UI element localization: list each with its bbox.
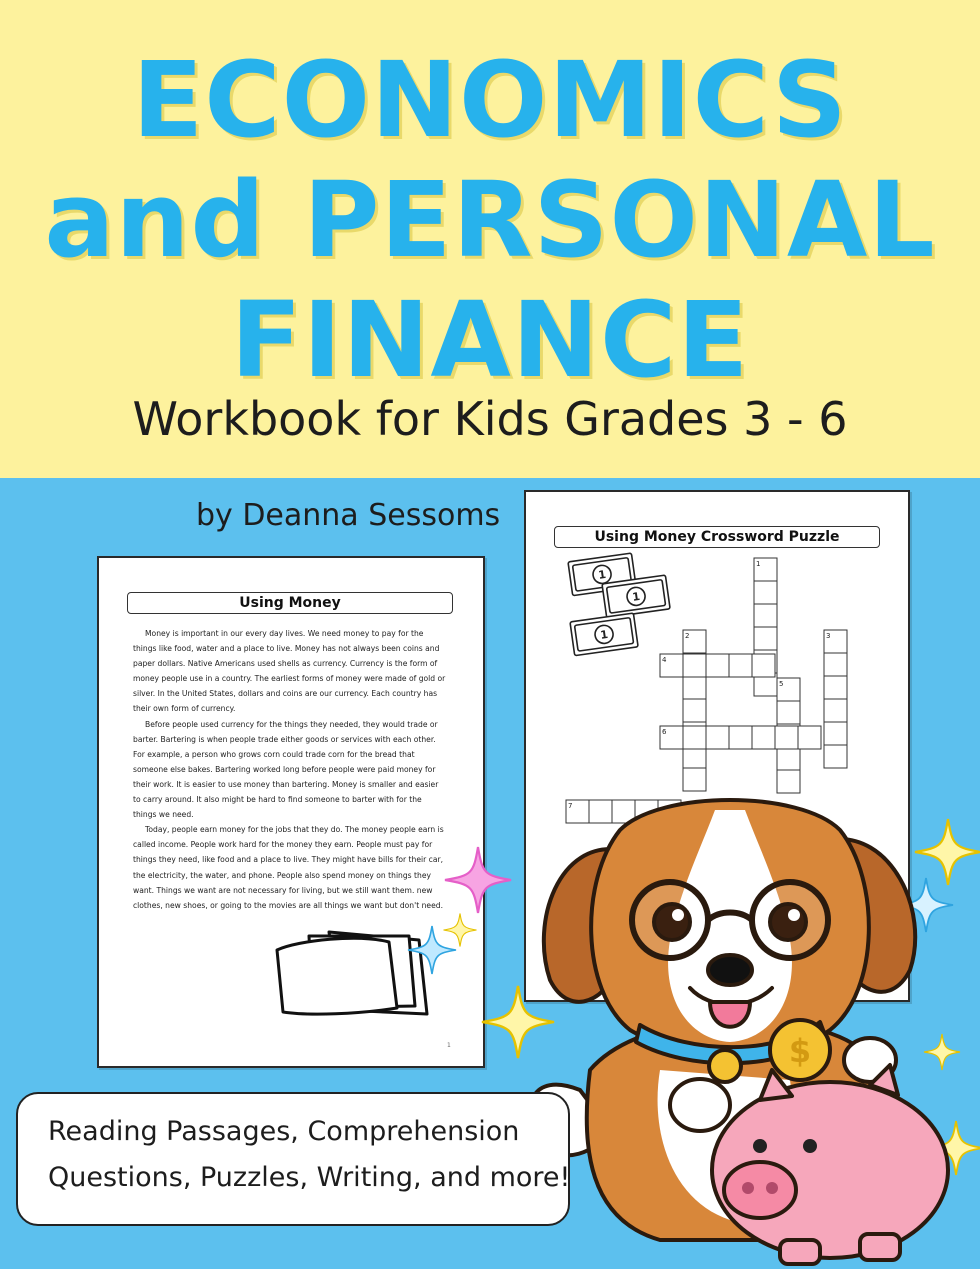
clue-number-4: 4 <box>662 656 667 664</box>
svg-text:1: 1 <box>597 567 607 582</box>
clue-number-5: 5 <box>779 680 784 688</box>
title-line-2: and PERSONAL <box>44 159 936 281</box>
author-byline: by Deanna Sessoms <box>196 498 501 533</box>
clue-number-6: 6 <box>662 728 667 736</box>
clue-number-2: 2 <box>685 632 690 640</box>
crossword-page-title: Using Money Crossword Puzzle <box>554 526 880 548</box>
passage-paragraph-1: Money is important in our every day lives. We need money to pay for the things like food, water and a place to live. Money has not always been coins and paper dollars. Native Americans used shells as currency. Currency is the form of money people use in a country. The earliest forms of money were made of gold or silver. In the United States, dollars and coins are our currency. Each country has their own form of currency. <box>133 629 446 714</box>
clue-number-1: 1 <box>756 560 761 568</box>
features-line-1: Reading Passages, Comprehension <box>48 1116 520 1147</box>
pink-sparkle-icon <box>445 847 511 913</box>
subtitle: Workbook for Kids Grades 3 - 6 <box>132 392 848 446</box>
reading-page-title: Using Money <box>127 592 453 614</box>
svg-text:1: 1 <box>599 627 609 642</box>
blue-sparkle-icon <box>408 926 456 974</box>
dog-tongue <box>710 1002 750 1027</box>
dog-nose <box>708 955 752 985</box>
clue-number-7: 7 <box>568 802 573 810</box>
passage-paragraph-2: Before people used currency for the things they needed, they would trade or barter. Bartering is when people trade either goods or services with each other. For example, a person who grows corn could trade corn for the bread that someone else bakes. Bartering worked long before people were paid money for their work. It is easier to use money than bartering. Money is smaller and easier to carry around. It also might be hard to find someone to barter with for the things we need. <box>133 719 439 820</box>
collar-tag <box>709 1050 741 1082</box>
features-line-2: Questions, Puzzles, Writing, and more! <box>48 1162 571 1193</box>
reading-page-number: 1 <box>447 1042 451 1049</box>
dog-mascot-illustration <box>510 770 960 1269</box>
svg-text:$: $ <box>788 1032 812 1070</box>
clue-number-3: 3 <box>826 632 831 640</box>
title-line-1: ECONOMICS <box>132 39 848 161</box>
dog-paw <box>670 1079 730 1131</box>
title-line-3: FINANCE <box>230 279 750 401</box>
svg-text:1: 1 <box>631 589 641 604</box>
yellow-sparkle-icon <box>444 914 477 947</box>
passage-paragraph-3: Today, people earn money for the jobs that they do. The money people earn is called income. People work hard for the money they earn. People must pay for things they need, like food and a place to live. They might have bills for their car, the electricity, the water, and phone. People also spend money on things they want. Things we want are not necessary for living, but we still want them. new clothes, new shoes, or going to the movies are all things we want but don't need. <box>133 825 444 910</box>
features-callout-box <box>16 1092 570 1226</box>
